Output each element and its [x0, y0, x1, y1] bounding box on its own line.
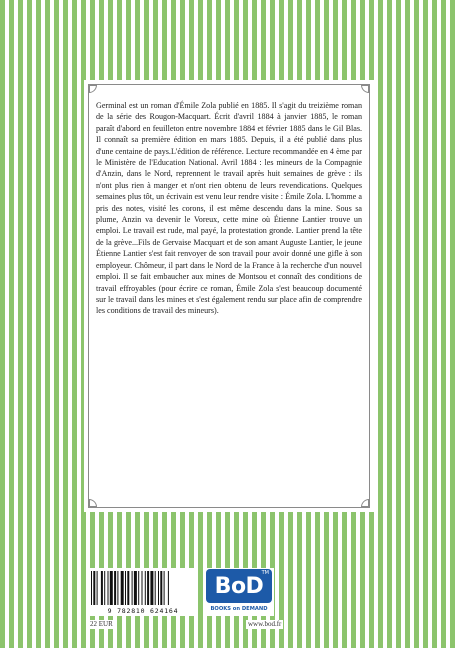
publisher-logo-box [204, 568, 274, 616]
price-label: 22 EUR [90, 620, 113, 628]
bod-logo-icon [206, 569, 272, 603]
barcode-number: 9 782810 624164 [107, 607, 179, 615]
synopsis-panel [84, 80, 374, 512]
publisher-tagline: BOOKS on DEMAND [210, 606, 268, 612]
barcode-icon [91, 571, 195, 605]
bod-logo-text: BoD [214, 573, 264, 599]
isbn-barcode [88, 568, 198, 616]
publisher-website: www.bod.fr [248, 620, 282, 628]
synopsis-text: Germinal est un roman d'Émile Zola publié en 1885. Il s'agit du treizième roman de la série des Rougon-Macquart. Écrit d'avril 1884 à janvier 1885, le roman paraît d'abord en feuilleton entre novembre 1884 et février 1885 dans le Gil Blas. Il connaît sa première édition en mars 1885. Depuis, il a été publié dans plus d'une centaine de pays.L'édition de référence. Lecture recommandée en 4 ème par le Ministère de l'Education National. Avril 1884 : les mineurs de la Compagnie d'Anzin, dans le Nord, reprennent le travail après huit semaines de grève : ils n'ont plus rien à manger et n'ont rien obtenu de leurs revendications. Quelques semaines plus tôt, un écrivain est venu leur rendre visite : Émile Zola. L'homme a pris des notes, visité les corons, il est même descendu dans la mine. Sous sa plume, Anzin va devenir le Voreux, cette mine où Étienne Lantier trouve un emploi. Le travail est rude, mal payé, la protestation gronde. Lantier prend la tête de la grève...Fils de Gervaise Macquart et de son amant Auguste Lantier, le jeune Étienne Lantier s'est fait renvoyer de son travail pour avoir donné une gifle à son employeur. Chômeur, il part dans le Nord de la France à la recherche d'un nouvel emploi. Il se fait embaucher aux mines de Montsou et connaît des conditions de travail effroyables (pour écrire ce roman, Émile Zola s'est beaucoup documenté sur le travail dans les mines et s'est également rendu sur place afin de comprendre les conditions de travail des mineurs). [96, 101, 362, 316]
trademark-mark: TM [261, 570, 269, 576]
